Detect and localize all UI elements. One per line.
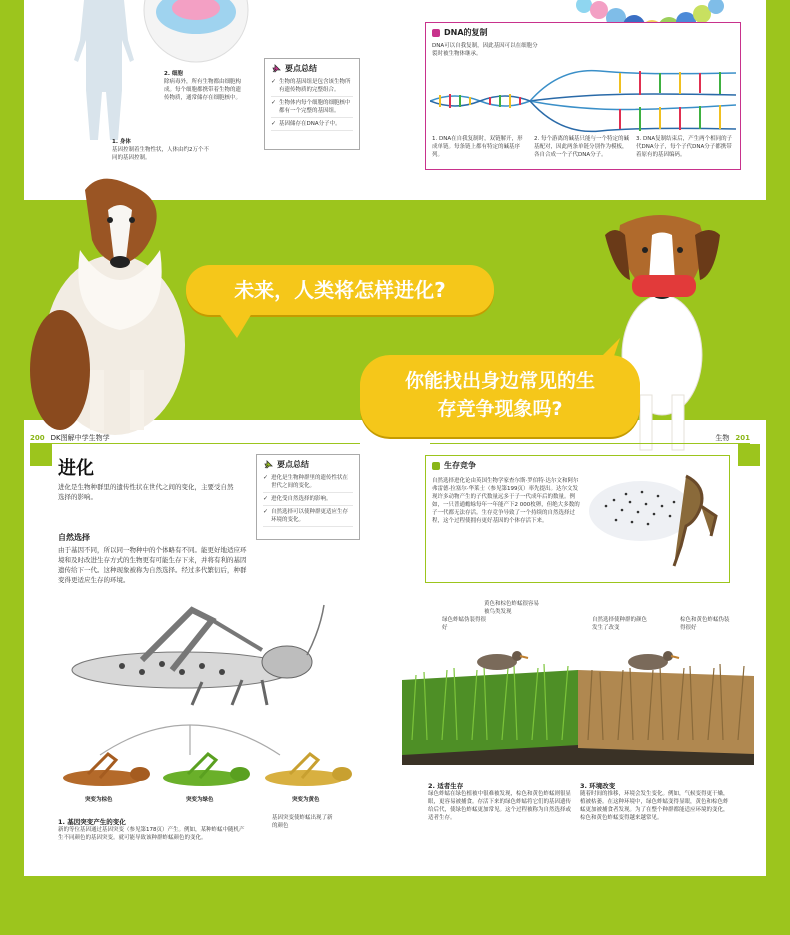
mutation-text: 新的等位基因通过基因突变（参见第178页）产生。例如，某种蚱蜢中随机产生不同颜色的基因突变。就可能导致该种群蚱蜢颜色的变化。: [58, 827, 245, 841]
survive-label: 2. 适者生存: [428, 782, 464, 790]
dna-flower-icon: [432, 29, 440, 37]
grass-label-brown-camouflage: 棕色和黄色蚱蜢伪装得很好: [680, 617, 730, 631]
page-intro: 进化是生物种群里的遗传性状在世代之间的变化，主要受自然选择的影响。: [58, 483, 234, 501]
green-grass-illustration: [402, 640, 578, 765]
grass-label-visible: 黄色和棕色蚱蜢很容易被鸟类发现: [484, 601, 540, 615]
brown-mutation-label: 突变为棕色: [85, 797, 113, 803]
natural-selection-heading: 自然选择: [58, 533, 90, 542]
pin-icon: [271, 64, 281, 74]
green-mutation-label: 突变为绿色: [186, 797, 214, 803]
bubble-2-tail: [590, 338, 620, 368]
dry-grass-illustration: [578, 640, 754, 765]
bubble-1-tail: [215, 308, 255, 338]
left-page-number: 200: [30, 433, 45, 442]
grasshopper-illustration: [62, 600, 332, 710]
body-label: 1. 身体: [112, 139, 131, 145]
natural-selection-text: 由于基因不同，所以同一物种中的个体略有不同。能更好地适应环境和及时改进生存方式的生物更有可能生存下来，并将有利的基因遗传给下一代。这种现象被称为自然选择。经过多代繁衍后，种群变得更适应生存的环境。: [58, 546, 247, 584]
dna-title: DNA的复制: [444, 28, 488, 37]
top-key-item: ✓ 生物的基因组是包含该生物所有遗传物质的完整组合。: [271, 78, 353, 97]
human-body-illustration: [64, 0, 144, 150]
page-title: 进化: [58, 458, 94, 479]
survive-text: 绿色蚱蜢在绿色植被中很难被发现，棕色和黄色蚱蜢则很显眼，更容易被捕食。存活下来的绿色蚱蜢将它们的基因遗传给后代，使绿色蚱蜢更加常见。这个过程被称为自然选择或适者生存。: [428, 791, 572, 821]
question-bubble-2-line2: 存竞争现象吗?: [437, 398, 563, 420]
bottom-key-item: ✓ 自然选择可以使种群更适应生存环境的变化。: [263, 508, 353, 527]
left-page-header: [30, 432, 360, 444]
dna-intro: DNA可以自我复制，因此基因可以在细胞分裂时被生物体继承。: [432, 43, 538, 57]
right-header-text: 生物: [715, 433, 730, 442]
env-change-label: 3. 环境改变: [580, 782, 616, 790]
struggle-text: 自然选择进化论由英国生物学家查尔斯·罗伯特·达尔文和阿尔弗雷德·拉塞尔·华莱士（参见第199页）率先提出。达尔文发现许多动物产生的子代数量远多于子一代成年后的数量。例如，一只普通蟾蜍每年一年能产下2 000枚卵，但绝大多数的子一代都无法存活。生存竞争导致了一个持续的自然选择过程，这个过程使拥有更好基因的个体存活下来。: [432, 478, 580, 524]
cell-text: 除病毒外，所有生物都由细胞构成。每个细胞都携带着生物的遗传物质，通常储存在细胞核中。: [164, 79, 242, 101]
pin-icon: [263, 460, 273, 470]
dna-step-2: 2. 每个游离的碱基只能与一个特定的碱基配对，因此两条单链分别作为模板，各自合成一个子代DNA分子。: [534, 136, 629, 158]
toad-eggs-illustration: [586, 466, 726, 576]
yellow-grasshopper-illustration: [260, 750, 355, 792]
cell-label: 2. 细胞: [164, 71, 183, 77]
top-key-item: ✓ 生物体内每个细胞的细胞核中都有一个完整的基因组。: [271, 99, 353, 118]
dna-replication-box: [425, 22, 741, 170]
right-page-tab: [738, 444, 760, 466]
grass-label-green-camouflage: 绿色蚱蜢伪装得很好: [442, 617, 487, 631]
struggle-title: 生存竞争: [444, 461, 476, 470]
brown-grasshopper-illustration: [58, 750, 153, 792]
cell-illustration: [134, 0, 254, 70]
yellow-mutation-label: 突变为黄色: [292, 797, 320, 803]
left-page-tab: [30, 444, 52, 466]
bottom-key-item: ✓ 进化受自然选择的影响。: [263, 495, 353, 506]
top-key-title: 要点总结: [285, 64, 317, 73]
question-bubble-2-line1: 你能找出身边常见的生: [404, 370, 595, 392]
bottom-key-summary: [256, 454, 360, 540]
dna-step-1: 1. DNA在自我复制时，双链解开，形成单链。每条链上都有特定的碱基序列。: [432, 136, 523, 158]
body-text: 基因控制着生物性状，人体由约2万个不同的基因控制。: [112, 147, 210, 161]
dna-step-3: 3. DNA复制结束后，产生两个相同的子代DNA分子，每个子代DNA分子都携带着原有的基因编码。: [636, 136, 733, 158]
bottom-key-title: 要点总结: [277, 460, 309, 469]
left-header-text: DK图解中学生物学: [50, 433, 110, 442]
mutation-label: 1. 基因突变产生的变化: [58, 818, 126, 826]
mutation-note: 基因突变使蚱蜢出现了新的颜色: [272, 815, 333, 829]
dna-helix-diagram: [430, 57, 736, 135]
grass-label-selection-change: 自然选择使种群的颜色发生了改变: [592, 617, 648, 631]
collie-dog-illustration: [20, 170, 200, 440]
env-change-text: 随着时间的推移，环境会发生变化。例如，气候变得更干燥，植被枯萎。在这种环境中，绿色蚱蜢变得显眼，黄色和棕色蚱蜢更加被捕食者发现。为了在整个种群都能适应环境的变化，棕色和黄色蚱蜢变得越来越常见。: [580, 791, 729, 821]
top-key-summary: [264, 58, 360, 150]
bottom-key-item: ✓ 进化是生物种群里的遗传性状在世代之间的变化。: [263, 474, 353, 493]
right-page-number: 201: [735, 433, 750, 442]
right-page-header: [430, 432, 750, 444]
struggle-box: [425, 455, 730, 583]
question-bubble-1-text: 未来，人类将怎样进化?: [234, 278, 446, 302]
top-key-item: ✓ 基因储存在DNA分子中。: [271, 120, 353, 131]
green-grasshopper-illustration: [158, 750, 253, 792]
flower-icon: [432, 462, 440, 470]
